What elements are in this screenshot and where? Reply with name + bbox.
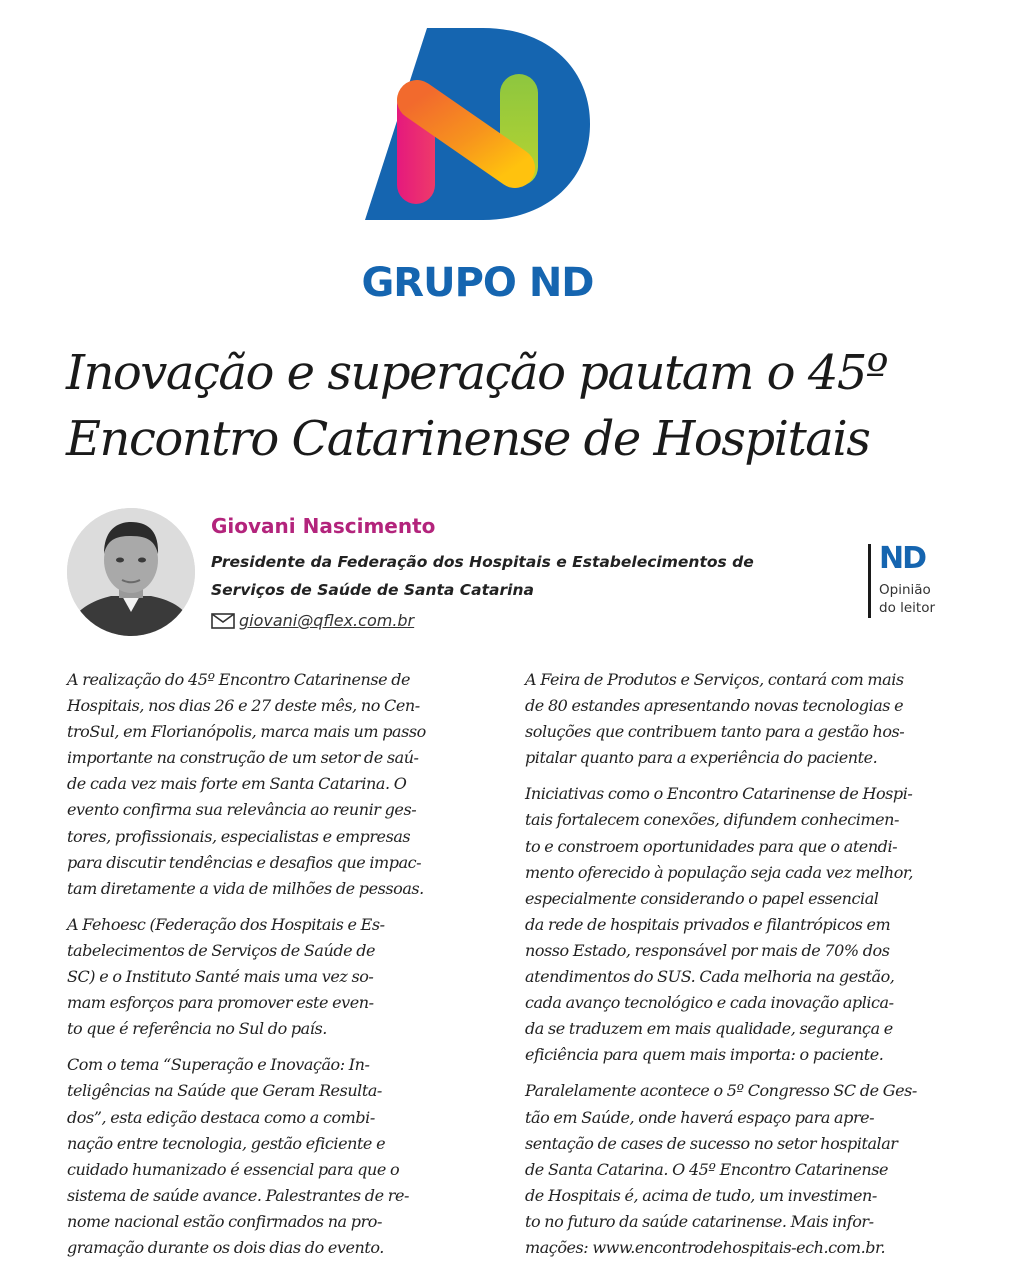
paragraph-line: mam esforços para promover este even- bbox=[67, 993, 374, 1013]
paragraph-line: de cada vez mais forte em Santa Catarina. O bbox=[67, 774, 407, 794]
envelope-icon bbox=[211, 613, 235, 629]
article-paragraph bbox=[67, 912, 497, 1042]
paragraph-line: importante na construção de um setor de saú- bbox=[67, 748, 419, 768]
badge-label-line-2: do leitor bbox=[879, 600, 936, 616]
paragraph-line: especialmente considerando o papel essencial bbox=[525, 888, 879, 908]
paragraph-line: pitalar quanto para a experiência do paciente. bbox=[525, 748, 878, 768]
author-email-link[interactable] bbox=[211, 611, 414, 630]
paragraph-line: nação entre tecnologia, gestão eficiente e bbox=[67, 1133, 386, 1153]
paragraph-line: dos”, esta edição destaca como a combi- bbox=[67, 1107, 375, 1127]
headline-line-2: Encontro Catarinense de Hospitais bbox=[66, 411, 870, 467]
author-role bbox=[211, 548, 811, 604]
paragraph-line: da se traduzem em mais qualidade, segurança e bbox=[525, 1019, 893, 1039]
paragraph-line: sentação de cases de sucesso no setor hospitalar bbox=[525, 1133, 898, 1153]
paragraph-line: A realização do 45º Encontro Catarinense de bbox=[67, 670, 411, 689]
paragraph-line: de Hospitais é, acima de tudo, um investimen- bbox=[525, 1185, 877, 1205]
article-paragraph bbox=[525, 667, 955, 771]
article-headline bbox=[66, 340, 996, 472]
paragraph-line: Hospitais, nos dias 26 e 27 deste mês, no Cen- bbox=[67, 696, 420, 716]
paragraph-line: eficiência para quem mais importa: o paciente. bbox=[525, 1045, 884, 1065]
author-name: Giovani Nascimento bbox=[211, 514, 436, 538]
paragraph-line: tam diretamente a vida de milhões de pessoas. bbox=[67, 878, 424, 898]
paragraph-line: tabelecimentos de Serviços de Saúde de bbox=[67, 940, 376, 960]
paragraph-line: atendimentos do SUS. Cada melhoria na gestão, bbox=[525, 967, 895, 987]
author-role-line-1: Presidente da Federação dos Hospitais e Estabelecimentos de bbox=[211, 553, 754, 571]
paragraph-line: sistema de saúde avance. Palestrantes de re- bbox=[67, 1185, 409, 1205]
paragraph-line: soluções que contribuem tanto para a gestão hos- bbox=[525, 722, 905, 742]
paragraph-line: SC) e o Instituto Santé mais uma vez so- bbox=[67, 967, 374, 987]
author-portrait-icon bbox=[67, 508, 195, 636]
paragraph-line: troSul, em Florianópolis, marca mais um passo bbox=[67, 722, 426, 742]
paragraph-line: tão em Saúde, onde haverá espaço para apre- bbox=[525, 1107, 875, 1127]
paragraph-line: mento oferecido à população seja cada vez melhor, bbox=[525, 862, 913, 882]
article-paragraph bbox=[525, 781, 955, 1068]
paragraph-line: tais fortalecem conexões, difundem conhecimen- bbox=[525, 810, 899, 830]
nd-logo-icon bbox=[365, 28, 590, 223]
paragraph-line: to que é referência no Sul do país. bbox=[67, 1019, 327, 1039]
paragraph-line: tores, profissionais, especialistas e empresas bbox=[67, 826, 411, 846]
paragraph-line: evento confirma sua relevância ao reunir ges- bbox=[67, 800, 417, 820]
paragraph-line: para discutir tendências e desafios que impac- bbox=[67, 852, 422, 872]
badge-divider bbox=[868, 544, 871, 618]
paragraph-line: A Feira de Produtos e Serviços, contará com mais bbox=[525, 670, 904, 689]
paragraph-line: Com o tema “Superação e Inovação: In- bbox=[67, 1055, 370, 1075]
article-paragraph bbox=[67, 1052, 497, 1261]
paragraph-line: de Santa Catarina. O 45º Encontro Catarinense bbox=[525, 1159, 889, 1179]
badge-label-line-1: Opinião bbox=[879, 582, 931, 598]
paragraph-line: mações: www.encontrodehospitais-ech.com.br. bbox=[525, 1237, 886, 1257]
paragraph-line: nosso Estado, responsável por mais de 70% dos bbox=[525, 940, 890, 960]
paragraph-line: nome nacional estão confirmados na pro- bbox=[67, 1211, 382, 1231]
badge-nd-logo: ND bbox=[879, 541, 926, 576]
author-photo bbox=[67, 508, 195, 636]
paragraph-line: teligências na Saúde que Geram Resulta- bbox=[67, 1081, 382, 1101]
paragraph-line: cuidado humanizado é essencial para que o bbox=[67, 1159, 400, 1179]
logo-wordmark: GRUPO ND bbox=[361, 260, 594, 306]
paragraph-line: to no futuro da saúde catarinense. Mais infor- bbox=[525, 1211, 874, 1231]
paragraph-line: Iniciativas como o Encontro Catarinense de Hospi- bbox=[525, 784, 913, 804]
body-column-right bbox=[525, 667, 955, 1261]
paragraph-line: de 80 estandes apresentando novas tecnologias e bbox=[525, 696, 904, 716]
body-column-left bbox=[67, 667, 497, 1261]
article-paragraph bbox=[525, 1078, 955, 1261]
paragraph-line: to e constroem oportunidades para que o atendi- bbox=[525, 836, 898, 856]
grupo-nd-logo bbox=[350, 28, 605, 306]
badge-label bbox=[879, 581, 935, 617]
paragraph-line: Paralelamente acontece o 5º Congresso SC de Ges- bbox=[525, 1081, 917, 1101]
paragraph-line: A Fehoesc (Federação dos Hospitais e Es- bbox=[67, 914, 385, 934]
paragraph-line: gramação durante os dois dias do evento. bbox=[67, 1237, 384, 1257]
author-role-line-2: Serviços de Saúde de Santa Catarina bbox=[211, 581, 534, 599]
headline-line-1: Inovação e superação pautam o 45º bbox=[66, 345, 887, 401]
paragraph-line: cada avanço tecnológico e cada inovação aplica- bbox=[525, 993, 894, 1013]
paragraph-line: da rede de hospitais privados e filantrópicos em bbox=[525, 914, 891, 934]
author-email-address[interactable]: giovani@qflex.com.br bbox=[239, 611, 415, 630]
section-badge bbox=[868, 541, 978, 618]
article-paragraph bbox=[67, 667, 497, 902]
